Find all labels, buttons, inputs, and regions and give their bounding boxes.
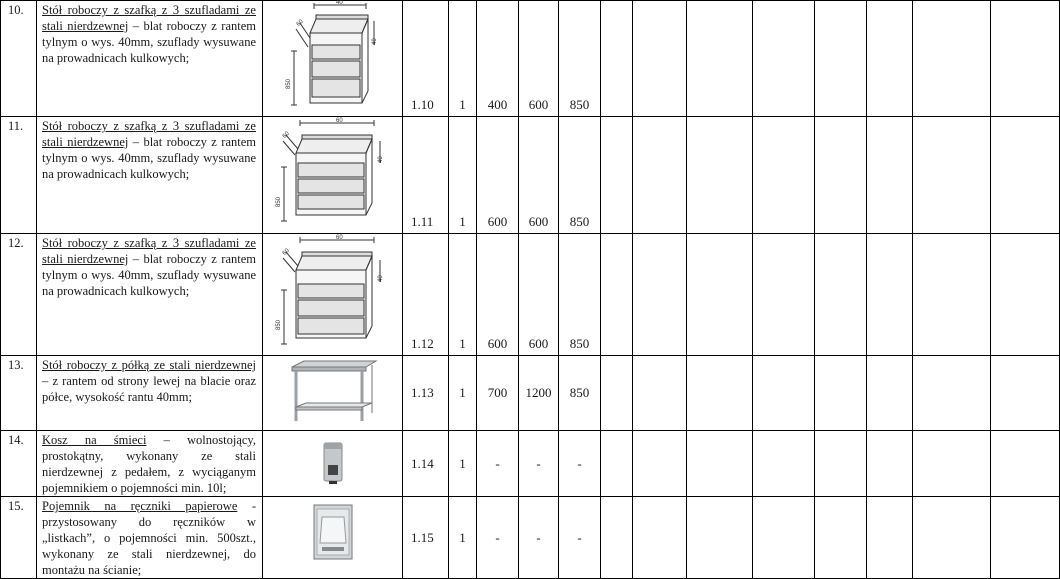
drawer-cabinet-table-drawing [275, 117, 388, 227]
svg-text:40: 40 [377, 275, 384, 282]
item-width: 600 [477, 234, 519, 356]
item-code: 1.10 [403, 1, 449, 117]
svg-text:60: 60 [295, 18, 305, 28]
item-quantity: 1 [449, 497, 477, 579]
item-height: 850 [559, 117, 601, 234]
svg-text:40: 40 [371, 38, 378, 45]
item-quantity: 1 [449, 1, 477, 117]
item-depth: - [519, 431, 559, 497]
item-name: Stół roboczy z szafką z 3 szufladami ze stali nierdzewnej [42, 119, 256, 149]
item-drawing [263, 234, 403, 356]
table-row [1, 117, 1060, 234]
item-height: 850 [559, 356, 601, 431]
item-drawing [263, 117, 403, 234]
row-number: 11. [1, 117, 37, 234]
svg-text:40: 40 [335, 0, 343, 6]
item-depth: - [519, 497, 559, 579]
item-depth: 600 [519, 117, 559, 234]
svg-text:850: 850 [275, 196, 282, 207]
item-details: – blat roboczy z rantem tylnym o wys. 40mm, szuflady wysuwane na prowadnicach kulkowych; [42, 135, 256, 181]
item-description [37, 497, 263, 579]
item-drawing [263, 356, 403, 431]
item-drawing [263, 1, 403, 117]
table-row [1, 497, 1060, 579]
item-name: Pojemnik na ręczniki papierowe [42, 499, 238, 513]
item-quantity: 1 [449, 117, 477, 234]
item-height: - [559, 497, 601, 579]
waste-bin-image [318, 439, 348, 487]
row-number: 10. [1, 1, 37, 117]
table-row [1, 431, 1060, 497]
svg-text:60: 60 [281, 247, 291, 257]
row-number: 13. [1, 356, 37, 431]
towel-dispenser-image [308, 503, 358, 563]
item-code: 1.15 [403, 497, 449, 579]
item-description [37, 431, 263, 497]
item-width: - [477, 431, 519, 497]
item-quantity: 1 [449, 356, 477, 431]
item-height: 850 [559, 1, 601, 117]
item-details: – wolnostojący, prostokątny, wykonany ze stali nierdzewnej z pedałem, z wyciąganym pojemnikiem o pojemności min. 10l; [42, 433, 256, 495]
svg-text:60: 60 [335, 118, 343, 124]
svg-text:60: 60 [281, 130, 291, 140]
item-name: Stół roboczy z półką ze stali nierdzewnej [42, 358, 256, 372]
item-description [37, 1, 263, 117]
row-number: 15. [1, 497, 37, 579]
item-depth: 600 [519, 1, 559, 117]
item-height: 850 [559, 234, 601, 356]
item-code: 1.13 [403, 356, 449, 431]
item-width: - [477, 497, 519, 579]
item-code: 1.14 [403, 431, 449, 497]
table-row [1, 1, 1060, 117]
item-details: - przystosowany do ręczników w „listkach”, o pojemności min. 500szt., wykonany ze stali nierdzewnej, do montażu na ścianie; [42, 499, 256, 577]
item-width: 700 [477, 356, 519, 431]
item-quantity: 1 [449, 234, 477, 356]
drawer-cabinet-table-drawing [275, 234, 388, 350]
svg-text:60: 60 [335, 235, 343, 241]
table-row [1, 356, 1060, 431]
item-description [37, 234, 263, 356]
item-depth: 1200 [519, 356, 559, 431]
svg-text:850: 850 [285, 78, 292, 89]
table-row [1, 234, 1060, 356]
item-width: 400 [477, 1, 519, 117]
item-quantity: 1 [449, 431, 477, 497]
item-details: – blat roboczy z rantem tylnym o wys. 40mm, szuflady wysuwane na prowadnicach kulkowych; [42, 252, 256, 298]
item-code: 1.11 [403, 117, 449, 234]
item-description [37, 117, 263, 234]
item-details: – blat roboczy z rantem tylnym o wys. 40mm, szuflady wysuwane na prowadnicach kulkowych; [42, 19, 256, 65]
drawer-cabinet-table-drawing [286, 1, 380, 111]
svg-text:850: 850 [275, 319, 282, 330]
item-height: - [559, 431, 601, 497]
item-drawing [263, 431, 403, 497]
item-code: 1.12 [403, 234, 449, 356]
item-details: – z rantem od strony lewej na blacie oraz półce, wysokość rantu 40mm; [42, 374, 256, 404]
item-description [37, 356, 263, 431]
shelf-table-image [288, 359, 378, 425]
row-number: 14. [1, 431, 37, 497]
row-number: 12. [1, 234, 37, 356]
item-name: Kosz na śmieci [42, 433, 147, 447]
item-depth: 600 [519, 234, 559, 356]
item-name: Stół roboczy z szafką z 3 szufladami ze stali nierdzewnej [42, 236, 256, 266]
item-width: 600 [477, 117, 519, 234]
item-drawing [263, 497, 403, 579]
svg-text:40: 40 [377, 156, 384, 163]
item-name: Stół roboczy z szafką z 3 szufladami ze stali nierdzewnej [42, 3, 256, 33]
